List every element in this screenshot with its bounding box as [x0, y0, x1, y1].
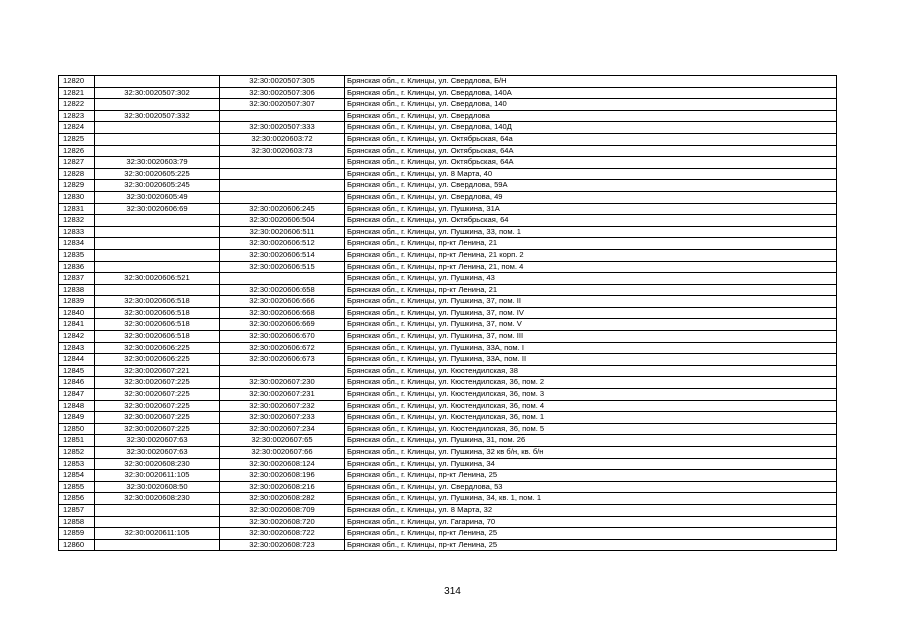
cadastral-number-cell: 32:30:0020611:105	[95, 470, 220, 482]
table-row	[59, 110, 837, 122]
table-row	[59, 191, 837, 203]
row-number-cell: 12835	[59, 249, 95, 261]
table-row	[59, 203, 837, 215]
cadastral-number-cell: 32:30:0020608:722	[220, 528, 345, 540]
row-number-cell: 12842	[59, 331, 95, 343]
cadastral-number-cell: 32:30:0020507:333	[220, 122, 345, 134]
table-row	[59, 261, 837, 273]
cadastral-number-cell: 32:30:0020606:521	[95, 273, 220, 285]
table-row	[59, 122, 837, 134]
row-number-cell: 12837	[59, 273, 95, 285]
cadastral-number-cell: 32:30:0020607:225	[95, 377, 220, 389]
table-row	[59, 354, 837, 366]
address-cell: Брянская обл., г. Клинцы, ул. Кюстендилская, 36, пом. 1	[345, 412, 837, 424]
cadastral-number-cell	[220, 168, 345, 180]
address-cell: Брянская обл., г. Клинцы, пр-кт Ленина, 25	[345, 539, 837, 551]
cadastral-number-cell: 32:30:0020607:65	[220, 435, 345, 447]
address-cell: Брянская обл., г. Клинцы, ул. Октябрьская, 64а	[345, 133, 837, 145]
table-row	[59, 133, 837, 145]
cadastral-number-cell: 32:30:0020605:49	[95, 191, 220, 203]
cadastral-number-cell: 32:30:0020606:225	[95, 342, 220, 354]
table-row	[59, 273, 837, 285]
address-cell: Брянская обл., г. Клинцы, ул. Пушкина, 33, пом. 1	[345, 226, 837, 238]
address-cell: Брянская обл., г. Клинцы, ул. Пушкина, 32 кв б/н, кв. б/н	[345, 447, 837, 459]
cadastral-number-cell: 32:30:0020606:669	[220, 319, 345, 331]
row-number-cell: 12821	[59, 87, 95, 99]
address-cell: Брянская обл., г. Клинцы, ул. Кюстендилская, 36, пом. 4	[345, 400, 837, 412]
row-number-cell: 12825	[59, 133, 95, 145]
cadastral-number-cell: 32:30:0020606:518	[95, 296, 220, 308]
cadastral-number-cell	[95, 226, 220, 238]
cadastral-number-cell: 32:30:0020603:79	[95, 157, 220, 169]
cadastral-number-cell	[95, 133, 220, 145]
cadastral-number-cell: 32:30:0020608:50	[95, 481, 220, 493]
cadastral-number-cell: 32:30:0020603:72	[220, 133, 345, 145]
table-row	[59, 296, 837, 308]
row-number-cell: 12839	[59, 296, 95, 308]
table-row	[59, 342, 837, 354]
cadastral-number-cell: 32:30:0020607:230	[220, 377, 345, 389]
cadastral-number-cell	[220, 191, 345, 203]
row-number-cell: 12830	[59, 191, 95, 203]
cadastral-number-cell	[95, 215, 220, 227]
table-row	[59, 400, 837, 412]
cadastral-number-cell: 32:30:0020507:302	[95, 87, 220, 99]
address-cell: Брянская обл., г. Клинцы, пр-кт Ленина, 21	[345, 238, 837, 250]
row-number-cell: 12846	[59, 377, 95, 389]
cadastral-number-cell: 32:30:0020603:73	[220, 145, 345, 157]
address-cell: Брянская обл., г. Клинцы, ул. Свердлова, 140Д	[345, 122, 837, 134]
table-row	[59, 215, 837, 227]
address-cell: Брянская обл., г. Клинцы, ул. Свердлова, 140А	[345, 87, 837, 99]
cadastral-number-cell: 32:30:0020606:511	[220, 226, 345, 238]
cadastral-number-cell: 32:30:0020606:245	[220, 203, 345, 215]
cadastral-number-cell	[95, 504, 220, 516]
cadastral-number-cell: 32:30:0020605:245	[95, 180, 220, 192]
address-cell: Брянская обл., г. Клинцы, пр-кт Ленина, 21 корп. 2	[345, 249, 837, 261]
cadastral-number-cell: 32:30:0020507:332	[95, 110, 220, 122]
cadastral-number-cell: 32:30:0020606:658	[220, 284, 345, 296]
address-cell: Брянская обл., г. Клинцы, ул. Кюстендилская, 36, пом. 2	[345, 377, 837, 389]
cadastral-number-cell: 32:30:0020606:225	[95, 354, 220, 366]
address-cell: Брянская обл., г. Клинцы, ул. Пушкина, 33А, пом. I	[345, 342, 837, 354]
table-row	[59, 377, 837, 389]
cadastral-number-cell: 32:30:0020606:518	[95, 319, 220, 331]
table-row	[59, 481, 837, 493]
address-cell: Брянская обл., г. Клинцы, ул. Октябрьская, 64А	[345, 157, 837, 169]
cadastral-number-cell: 32:30:0020606:504	[220, 215, 345, 227]
cadastral-number-cell: 32:30:0020606:672	[220, 342, 345, 354]
table-row	[59, 76, 837, 88]
cadastral-number-cell	[220, 273, 345, 285]
cadastral-number-cell	[95, 122, 220, 134]
cadastral-number-cell: 32:30:0020607:234	[220, 423, 345, 435]
row-number-cell: 12831	[59, 203, 95, 215]
row-number-cell: 12853	[59, 458, 95, 470]
cadastral-number-cell	[95, 516, 220, 528]
cadastral-number-cell: 32:30:0020507:305	[220, 76, 345, 88]
row-number-cell: 12838	[59, 284, 95, 296]
table-row	[59, 331, 837, 343]
cadastral-number-cell	[95, 249, 220, 261]
cadastral-number-cell	[220, 365, 345, 377]
address-cell: Брянская обл., г. Клинцы, ул. Свердлова	[345, 110, 837, 122]
table-row	[59, 307, 837, 319]
cadastral-number-cell: 32:30:0020606:69	[95, 203, 220, 215]
row-number-cell: 12822	[59, 99, 95, 111]
cadastral-number-cell: 32:30:0020606:514	[220, 249, 345, 261]
cadastral-number-cell: 32:30:0020606:512	[220, 238, 345, 250]
row-number-cell: 12833	[59, 226, 95, 238]
cadastral-number-cell	[95, 238, 220, 250]
cadastral-number-cell	[95, 539, 220, 551]
row-number-cell: 12836	[59, 261, 95, 273]
cadastral-number-cell: 32:30:0020606:670	[220, 331, 345, 343]
cadastral-number-cell	[95, 261, 220, 273]
table-row	[59, 238, 837, 250]
table-row	[59, 447, 837, 459]
address-cell: Брянская обл., г. Клинцы, ул. Пушкина, 31, пом. 26	[345, 435, 837, 447]
table-row	[59, 493, 837, 505]
row-number-cell: 12841	[59, 319, 95, 331]
table-row	[59, 435, 837, 447]
table-body	[59, 76, 837, 551]
page-number: 314	[444, 586, 461, 597]
cadastral-number-cell: 32:30:0020607:225	[95, 389, 220, 401]
address-cell: Брянская обл., г. Клинцы, ул. Гагарина, 70	[345, 516, 837, 528]
row-number-cell: 12850	[59, 423, 95, 435]
address-cell: Брянская обл., г. Клинцы, ул. Пушкина, 33А, пом. II	[345, 354, 837, 366]
address-cell: Брянская обл., г. Клинцы, ул. Пушкина, 37, пом. V	[345, 319, 837, 331]
cadastral-number-cell: 32:30:0020607:63	[95, 447, 220, 459]
cadastral-number-cell: 32:30:0020607:66	[220, 447, 345, 459]
address-cell: Брянская обл., г. Клинцы, ул. Свердлова, 140	[345, 99, 837, 111]
cadastral-number-cell: 32:30:0020606:518	[95, 331, 220, 343]
address-cell: Брянская обл., г. Клинцы, пр-кт Ленина, 21, пом. 4	[345, 261, 837, 273]
cadastral-number-cell: 32:30:0020611:105	[95, 528, 220, 540]
cadastral-number-cell	[220, 180, 345, 192]
address-cell: Брянская обл., г. Клинцы, пр-кт Ленина, 21	[345, 284, 837, 296]
address-cell: Брянская обл., г. Клинцы, ул. Пушкина, 34, кв. 1, пом. 1	[345, 493, 837, 505]
cadastral-number-cell	[95, 284, 220, 296]
table-row	[59, 145, 837, 157]
cadastral-number-cell: 32:30:0020606:673	[220, 354, 345, 366]
row-number-cell: 12827	[59, 157, 95, 169]
table-row	[59, 389, 837, 401]
address-cell: Брянская обл., г. Клинцы, ул. Пушкина, 34	[345, 458, 837, 470]
row-number-cell: 12849	[59, 412, 95, 424]
cadastral-number-cell: 32:30:0020607:233	[220, 412, 345, 424]
table-row	[59, 470, 837, 482]
table-row	[59, 516, 837, 528]
cadastral-number-cell	[220, 157, 345, 169]
address-cell: Брянская обл., г. Клинцы, ул. Пушкина, 43	[345, 273, 837, 285]
row-number-cell: 12856	[59, 493, 95, 505]
cadastral-number-cell: 32:30:0020607:63	[95, 435, 220, 447]
table-row	[59, 168, 837, 180]
table-row	[59, 226, 837, 238]
address-cell: Брянская обл., г. Клинцы, ул. Пушкина, 37, пом. IV	[345, 307, 837, 319]
row-number-cell: 12832	[59, 215, 95, 227]
address-cell: Брянская обл., г. Клинцы, ул. Октябрьская, 64А	[345, 145, 837, 157]
row-number-cell: 12826	[59, 145, 95, 157]
address-cell: Брянская обл., г. Клинцы, ул. Октябрьская, 64	[345, 215, 837, 227]
table-row	[59, 458, 837, 470]
address-cell: Брянская обл., г. Клинцы, ул. 8 Марта, 32	[345, 504, 837, 516]
row-number-cell: 12840	[59, 307, 95, 319]
address-cell: Брянская обл., г. Клинцы, ул. Пушкина, 37, пом. III	[345, 331, 837, 343]
cadastral-number-cell	[95, 99, 220, 111]
table-row	[59, 319, 837, 331]
row-number-cell: 12858	[59, 516, 95, 528]
row-number-cell: 12820	[59, 76, 95, 88]
cadastral-number-cell: 32:30:0020608:709	[220, 504, 345, 516]
cadastral-number-cell: 32:30:0020607:231	[220, 389, 345, 401]
cadastral-number-cell: 32:30:0020507:307	[220, 99, 345, 111]
table-row	[59, 423, 837, 435]
table-row	[59, 249, 837, 261]
table-row	[59, 412, 837, 424]
row-number-cell: 12855	[59, 481, 95, 493]
cadastral-number-cell: 32:30:0020608:720	[220, 516, 345, 528]
address-cell: Брянская обл., г. Клинцы, ул. Кюстендилская, 36, пом. 3	[345, 389, 837, 401]
cadastral-number-cell: 32:30:0020608:124	[220, 458, 345, 470]
address-cell: Брянская обл., г. Клинцы, ул. Свердлова, 59А	[345, 180, 837, 192]
cadastral-number-cell: 32:30:0020607:225	[95, 412, 220, 424]
cadastral-number-cell	[220, 110, 345, 122]
cadastral-number-cell: 32:30:0020607:225	[95, 423, 220, 435]
cadastral-number-cell: 32:30:0020606:668	[220, 307, 345, 319]
row-number-cell: 12848	[59, 400, 95, 412]
address-cell: Брянская обл., г. Клинцы, ул. Свердлова, 53	[345, 481, 837, 493]
row-number-cell: 12860	[59, 539, 95, 551]
table-row	[59, 180, 837, 192]
row-number-cell: 12859	[59, 528, 95, 540]
table-row	[59, 539, 837, 551]
address-cell: Брянская обл., г. Клинцы, ул. Свердлова, 49	[345, 191, 837, 203]
address-cell: Брянская обл., г. Клинцы, ул. Кюстендилская, 38	[345, 365, 837, 377]
cadastral-number-cell: 32:30:0020606:666	[220, 296, 345, 308]
address-cell: Брянская обл., г. Клинцы, ул. Пушкина, 37, пом. II	[345, 296, 837, 308]
table-row	[59, 99, 837, 111]
property-register-table	[58, 75, 837, 551]
table-row	[59, 504, 837, 516]
cadastral-number-cell: 32:30:0020606:515	[220, 261, 345, 273]
address-cell: Брянская обл., г. Клинцы, пр-кт Ленина, 25	[345, 528, 837, 540]
cadastral-number-cell: 32:30:0020608:196	[220, 470, 345, 482]
cadastral-number-cell: 32:30:0020605:225	[95, 168, 220, 180]
address-cell: Брянская обл., г. Клинцы, ул. Свердлова, Б/Н	[345, 76, 837, 88]
address-cell: Брянская обл., г. Клинцы, ул. Пушкина, 31А	[345, 203, 837, 215]
table-row	[59, 157, 837, 169]
row-number-cell: 12834	[59, 238, 95, 250]
row-number-cell: 12824	[59, 122, 95, 134]
row-number-cell: 12857	[59, 504, 95, 516]
cadastral-number-cell	[95, 145, 220, 157]
table-row	[59, 284, 837, 296]
row-number-cell: 12847	[59, 389, 95, 401]
cadastral-number-cell	[95, 76, 220, 88]
row-number-cell: 12851	[59, 435, 95, 447]
table-row	[59, 87, 837, 99]
row-number-cell: 12823	[59, 110, 95, 122]
address-cell: Брянская обл., г. Клинцы, ул. 8 Марта, 40	[345, 168, 837, 180]
row-number-cell: 12829	[59, 180, 95, 192]
row-number-cell: 12852	[59, 447, 95, 459]
cadastral-number-cell: 32:30:0020607:225	[95, 400, 220, 412]
row-number-cell: 12843	[59, 342, 95, 354]
cadastral-number-cell: 32:30:0020608:282	[220, 493, 345, 505]
cadastral-number-cell: 32:30:0020606:518	[95, 307, 220, 319]
address-cell: Брянская обл., г. Клинцы, ул. Кюстендилская, 36, пом. 5	[345, 423, 837, 435]
cadastral-number-cell: 32:30:0020608:723	[220, 539, 345, 551]
table-row	[59, 528, 837, 540]
address-cell: Брянская обл., г. Клинцы, пр-кт Ленина, 25	[345, 470, 837, 482]
cadastral-number-cell: 32:30:0020608:230	[95, 458, 220, 470]
table-row	[59, 365, 837, 377]
row-number-cell: 12845	[59, 365, 95, 377]
cadastral-number-cell: 32:30:0020607:232	[220, 400, 345, 412]
cadastral-number-cell: 32:30:0020507:306	[220, 87, 345, 99]
row-number-cell: 12854	[59, 470, 95, 482]
cadastral-number-cell: 32:30:0020607:221	[95, 365, 220, 377]
row-number-cell: 12828	[59, 168, 95, 180]
cadastral-number-cell: 32:30:0020608:216	[220, 481, 345, 493]
row-number-cell: 12844	[59, 354, 95, 366]
cadastral-number-cell: 32:30:0020608:230	[95, 493, 220, 505]
